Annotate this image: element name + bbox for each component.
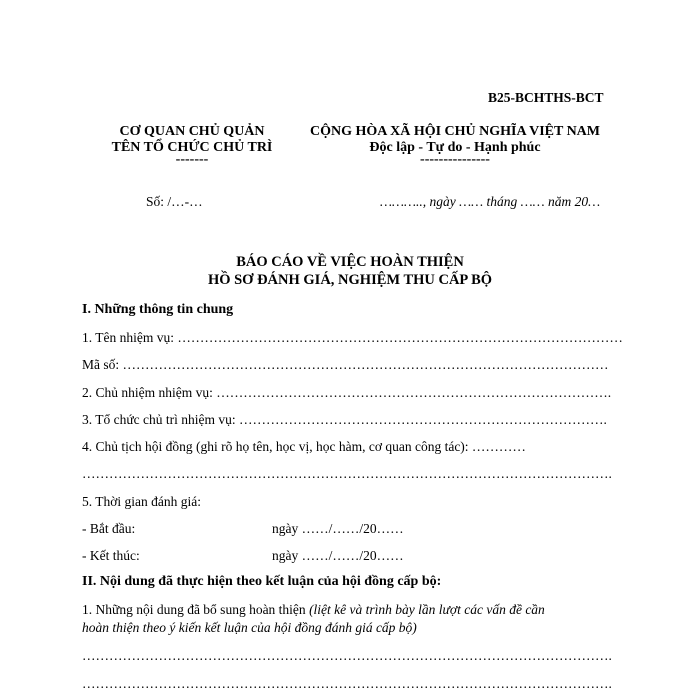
blank-line-1: ………………………………………………………………………………………………………. (82, 648, 612, 663)
host-org-line: 3. Tổ chức chủ trì nhiệm vụ: ………………………………………………………………………. (82, 412, 607, 427)
document-number: Số: /…-… (146, 194, 203, 209)
report-title-line2: HỒ SƠ ĐÁNH GIÁ, NGHIỆM THU CẤP BỘ (207, 272, 493, 288)
form-code: B25-BCHTHS-BCT (488, 90, 604, 105)
host-organization-name: TÊN TỔ CHỨC CHỦ TRÌ (111, 140, 273, 155)
start-label: - Bắt đầu: (82, 521, 136, 536)
evaluation-time-label: 5. Thời gian đánh giá: (82, 494, 201, 509)
blank-line-2: ………………………………………………………………………………………………………. (82, 676, 612, 691)
task-name-line: 1. Tên nhiệm vụ: ……………………………………………………………………………………… (82, 330, 623, 345)
task-code-line: Mã số: ……………………………………………………………………………………………… (82, 357, 609, 372)
document-date: ……….., ngày …… tháng …… năm 20… (380, 194, 601, 209)
section1-heading: I. Những thông tin chung (82, 302, 234, 317)
right-header-rule-text: --------------- (420, 152, 490, 167)
task-leader-line: 2. Chủ nhiệm nhiệm vụ: ……………………………………………………………………………. (82, 385, 612, 400)
completed-items-line (82, 602, 545, 618)
national-motto: Độc lập - Tự do - Hạnh phúc (369, 140, 541, 155)
completed-items-note: (liệt kê và trình bày lần lượt các vấn đề cần (309, 602, 545, 617)
section2-heading: II. Nội dung đã thực hiện theo kết luận của hội đồng cấp bộ: (82, 574, 442, 589)
agency-name: CƠ QUAN CHỦ QUẢN (119, 124, 265, 139)
completed-items-note-cont: hoàn thiện theo ý kiến kết luận của hội đồng đánh giá cấp bộ) (82, 620, 417, 635)
left-header-rule: ------- (175, 152, 209, 167)
council-chair-continuation: ………………………………………………………………………………………………………. (82, 466, 612, 481)
end-label: - Kết thúc: (82, 548, 140, 563)
completed-items-label: 1. Những nội dung đã bổ sung hoàn thiện (82, 602, 310, 617)
country-name: CỘNG HÒA XÃ HỘI CHỦ NGHĨA VIỆT NAM (309, 124, 600, 139)
end-date: ngày ……/……/20…… (272, 548, 404, 563)
council-chair-line: 4. Chủ tịch hội đồng (ghi rõ họ tên, học vị, học hàm, cơ quan công tác): ………… (82, 439, 526, 454)
start-date: ngày ……/……/20…… (272, 521, 404, 536)
report-title-line1: BÁO CÁO VỀ VIỆC HOÀN THIỆN (236, 254, 464, 270)
